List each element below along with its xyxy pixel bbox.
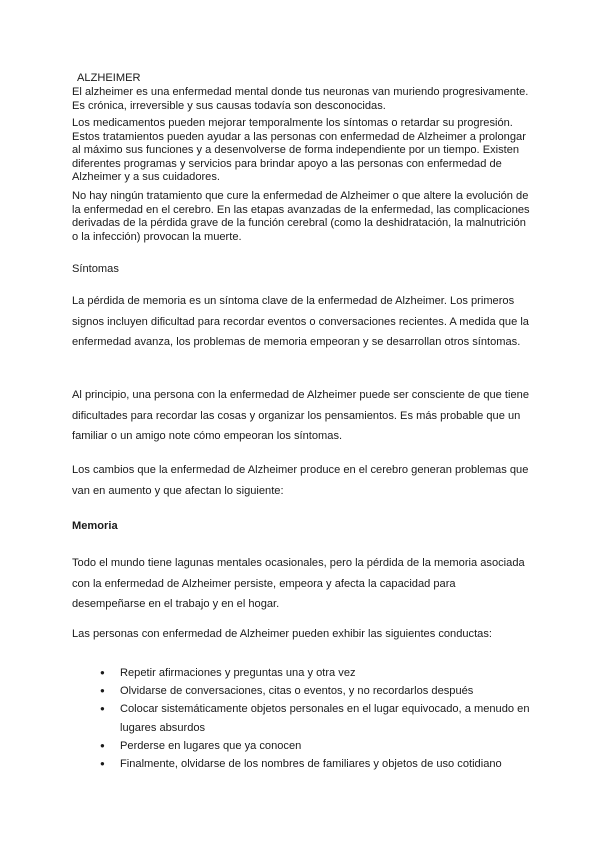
symptoms-heading: Síntomas — [72, 263, 119, 275]
list-item: ● Repetir afirmaciones y preguntas una y otra vez — [100, 664, 530, 682]
symptoms-paragraph-1: La pérdida de memoria es un síntoma clave de la enfermedad de Alzheimer. Los primeros signos incluyen dificultad para recordar eventos o conversaciones recientes. A medida que la enfermedad avanza, los problemas de memoria empeoran y se desarrollan otros síntomas. — [72, 295, 529, 348]
intro-paragraph-1: El alzheimer es una enfermedad mental donde tus neuronas van muriendo progresivamente. Es crónica, irreversible y sus causas todavía son desconocidas. — [72, 86, 529, 112]
symptoms-paragraph-3: Los cambios que la enfermedad de Alzheimer produce en el cerebro generan problemas que van en aumento y que afectan lo siguiente: — [72, 464, 529, 497]
memory-behaviors-list — [100, 664, 530, 773]
memory-paragraph-1: Todo el mundo tiene lagunas mentales ocasionales, pero la pérdida de la memoria asociada con la enfermedad de Alzheimer persiste, empeora y afecta la capacidad para desempeñarse en el trabajo y en el hogar. — [72, 557, 525, 610]
list-item: ● Finalmente, olvidarse de los nombres de familiares y objetos de uso cotidiano — [100, 755, 530, 773]
list-item: ● Colocar sistemáticamente objetos personales en el lugar equivocado, a menudo en lugares absurdos — [100, 700, 530, 736]
list-item: ● Perderse en lugares que ya conocen — [100, 737, 530, 755]
document-title: ALZHEIMER — [77, 72, 141, 84]
intro-paragraph-3: No hay ningún tratamiento que cure la enfermedad de Alzheimer o que altere la evolución de la enfermedad en el cerebro. En las etapas avanzadas de la enfermedad, las complicaciones derivadas de la pérdida grave de la función cerebral (como la deshidratación, la malnutrición o la infección) provocan la muerte. — [72, 190, 530, 243]
list-item: ● Olvidarse de conversaciones, citas o eventos, y no recordarlos después — [100, 682, 530, 700]
memory-heading: Memoria — [72, 520, 118, 532]
intro-paragraph-2: Los medicamentos pueden mejorar temporalmente los síntomas o retardar su progresión. Estos tratamientos pueden ayudar a las personas con enfermedad de Alzheimer a prolongar al máximo sus funciones y a desenvolverse de forma independiente por un tiempo. Existen diferentes programas y servicios para brindar apoyo a las personas con enfermedad de Alzheimer y a sus cuidadores. — [72, 117, 526, 183]
memory-paragraph-2: Las personas con enfermedad de Alzheimer pueden exhibir las siguientes conductas: — [72, 628, 492, 640]
symptoms-paragraph-2: Al principio, una persona con la enfermedad de Alzheimer puede ser consciente de que tiene dificultades para recordar las cosas y organizar los pensamientos. Es más probable que un familiar o un amigo note cómo empeoran los síntomas. — [72, 389, 529, 442]
